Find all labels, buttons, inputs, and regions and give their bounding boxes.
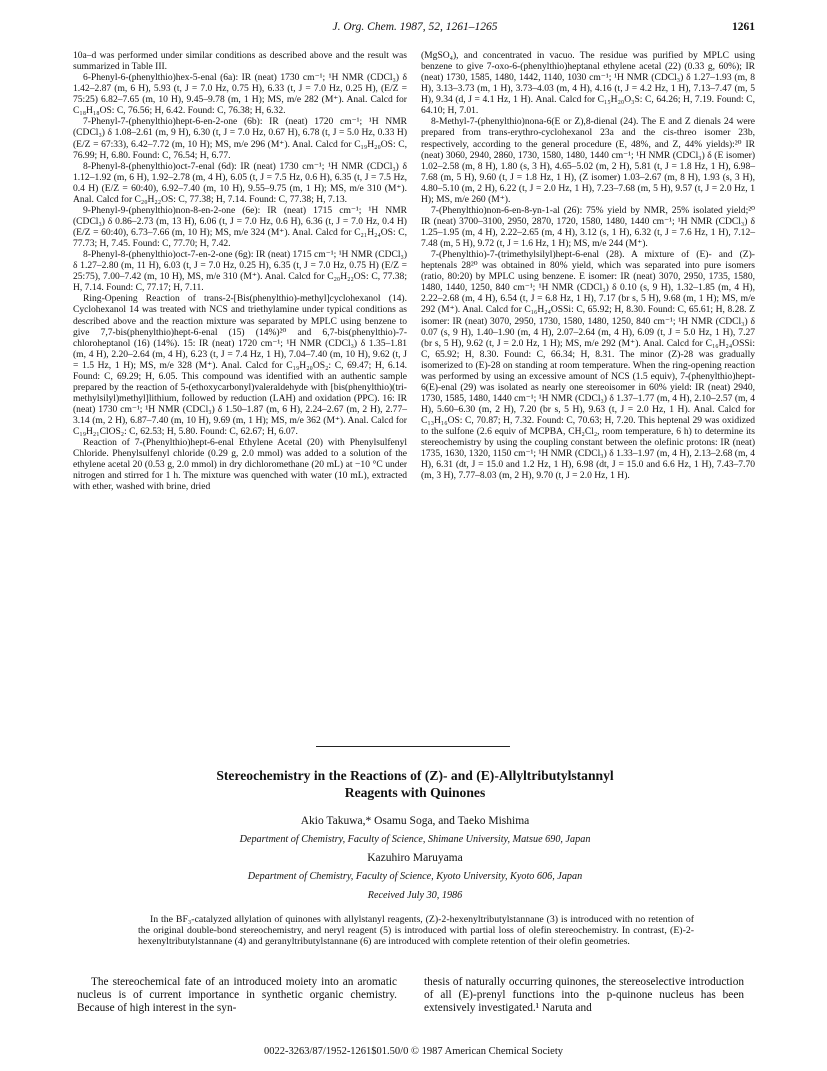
article-title-line: Reagents with Quinones <box>344 785 486 800</box>
article-title-line: Stereochemistry in the Reactions of (Z)- and (E)-Allyltributylstannyl <box>216 768 614 783</box>
article-title <box>95 767 735 801</box>
body-text-right: thesis of naturally occurring quinones, the stereoselective introduction of all (E)-prenyl functions into the p-quinone nucleus has been extensively investigated.¹ Naruta and <box>424 976 744 1014</box>
experimental-paragraph: 8-Phenyl-8-(phenylthio)oct-7-enal (6d): IR (neat) 1730 cm⁻¹; ¹H NMR (CDCl₃) δ 1.12–1.92 (m, 6 H), 1.92–2.78 (m, 4 H), 6.05 (t, J = 7.5 Hz, 0.6 H), 6.35 (t, J = 7.5 Hz, 0.4 H) (E/Z = 60:40), 6.92–7.40 (m, 10 H), 9.55–9.75 (m, 1 H); MS, m/e 310 (M⁺). Anal. Calcd for C₂₀H₂₂OS: C, 77.38; H, 7.14. Found: C, 77.38; H, 7.13. <box>73 160 407 205</box>
experimental-paragraph: 8-Methyl-7-(phenylthio)nona-6(E or Z),8-dienal (24). The E and Z dienals 24 were prepared from trans-erythro-cyclohexanol 23a and the cis-threo isomer 23b, respectively, according to the general procedure (E, 48%, and Z, 44% yields):²⁰ IR (neat) 3060, 2940, 2860, 1730, 1580, 1480, 1440 cm⁻¹; ¹H NMR (CDCl₃) δ (E isomer) 1.02–2.58 (m, 8 H), 1.80 (s, 3 H), 4.65–5.02 (m, 2 H), 5.81 (t, J = 1.8 Hz, 1 H), 6.98–7.68 (m, 5 H), 9.60 (t, J = 1.8 Hz, 1 H), (Z isomer) 1.03–2.67 (m, 8 H), 1.93 (s, 3 H), 4.80–5.10 (m, 2 H), 6.22 (t, J = 2.0 Hz, 1 H), 7.23–7.68 (m, 5 H), 9.57 (t, J = 2.0 Hz, 1 H); MS, m/e 260 (M⁺). <box>421 116 755 205</box>
abstract: In the BF₃-catalyzed allylation of quinones with allylstanyl reagents, (Z)-2-hexenyltributylstannane (3) is introduced with no retention of the original double-bond stereochemistry, and neryl reagent (5) is introduced with partial loss of olefin stereochemistry. In contrast, (E)-2-hexenyltributylstannane (4) and geranyltributylstannane (6) are introduced with complete retention of their olefin geometries. <box>138 914 694 948</box>
received-date: Received July 30, 1986 <box>367 890 463 901</box>
author-affiliation: Department of Chemistry, Faculty of Science, Shimane University, Matsue 690, Japan <box>239 834 591 845</box>
author-list: Akio Takuwa,* Osamu Soga, and Taeko Mishima <box>300 815 530 827</box>
experimental-paragraph: 7-(Phenylthio)-7-(trimethylsilyl)hept-6-enal (28). A mixture of (E)- and (Z)-heptenals 28²⁰ was obtained in 80% yield, which was separated into pure isomers (ratio, 80:20) by MPLC using benzene. E isomer: IR (neat) 3070, 2950, 1735, 1580, 1480, 1440, 1250, 840 cm⁻¹; ¹H NMR (CDCl₃) δ 0.10 (s, 9 H), 1.32–1.85 (m, 4 H), 2.22–2.68 (m, 4 H), 6.54 (t, J = 6.8 Hz, 1 H), 7.17 (br s, 5 H), 9.68 (m, 1 H); MS, m/e 292 (M⁺). Anal. Calcd for C₁₆H₂₄OSSi: C, 65.92; H, 8.30. Found: C, 65.61; H, 8.28. Z isomer: IR (neat) 3070, 2950, 1730, 1580, 1480, 1250, 840 cm⁻¹; ¹H NMR (CDCl₃) δ 0.07 (s, 9 H), 1.40–1.90 (m, 4 H), 2.07–2.64 (m, 4 H), 6.09 (t, J = 5.0 Hz, 1 H), 7.27 (br s, 5 H), 9.62 (t, J = 2.0 Hz, 1 H); MS, m/e 292 (M⁺). Anal. Calcd for C₁₆H₂₄OSSi: C, 65.92; H, 8.30. Found: C, 66.34; H, 8.31. The minor (Z)-28 was gradually isomerized to (E)-28 on standing at room temperature. When the ring-opening reaction was performed by using an excessive amount of NCS (1.5 equiv), 7-(phenylthio)hept-6(E)-enal (29) was isolated as nearly one stereoisomer in 60% yield: IR (neat) 2940, 1730, 1585, 1480, 1440 cm⁻¹; ¹H NMR (CDCl₃) δ 1.37–1.77 (m, 4 H), 2.10–2.57 (m, 4 H), 5.60–6.30 (m, 2 H), 7.20 (br s, 5 H), 9.63 (t, J = 2.0 Hz, 1 H). Anal. Calcd for C₁₃H₁₆OS: C, 70.87; H, 7.32. Found: C, 70.63; H, 7.20. This heptenal 29 was oxidized to the sulfone (2.6 equiv of MCPBA, CH₂Cl₂, room temperature, 6 h) to determine its stereochemistry by using the coupling constant between the olefinic protons: IR (neat) 1735, 1630, 1320, 1150 cm⁻¹; ¹H NMR (CDCl₃) δ 1.33–1.97 (m, 4 H), 2.13–2.68 (m, 4 H), 6.31 (dt, J = 15.0 and 1.2 Hz, 1 H), 6.98 (dt, J = 15.0 and 6.6 Hz, 1 H), 7.43–7.70 (m, 3 H), 7.77–8.03 (m, 2 H), 9.70 (t, J = 2.0 Hz, 1 H). <box>421 249 755 482</box>
section-divider <box>316 746 510 747</box>
journal-citation: J. Org. Chem. 1987, 52, 1261–1265 <box>332 21 498 33</box>
experimental-paragraph: Ring-Opening Reaction of trans-2-[Bis(phenylthio)-methyl]cyclohexanol (14). Cyclohexanol 14 was treated with NCS and triethylamine under typical conditions as described above and the reaction mixture was separated by MPLC using benzene to give 7,7-bis(phenylthio)hept-6-enal (15) (14%)²⁰ and 6,7-bis(phenylthio)-7-chloroheptanol (16) (14%). 15: IR (neat) 1720 cm⁻¹; ¹H NMR (CDCl₃) δ 1.35–1.81 (m, 4 H), 2.20–2.64 (m, 4 H), 6.23 (t, J = 7.4 Hz, 1 H), 7.04–7.40 (m, 10 H), 9.62 (t, J = 1.5 Hz, 1 H); MS, m/e 328 (M⁺). Anal. Calcd for C₁₉H₂₀OS₂: C, 69.47; H, 6.14. Found: C, 69.29; H, 6.05. This compound was identified with an authentic sample prepared by the reaction of 5-(ethoxycarbonyl)valeraldehyde with [bis(phenylthio)(tri-methylsilyl)methyl]lithium, followed by reduction (LAH) and oxidation (PPC). 16: IR (neat) 1730 cm⁻¹; ¹H NMR (CDCl₃) δ 1.50–1.87 (m, 6 H), 2.24–2.67 (m, 2 H), 2.77–3.14 (m, 2 H), 6.87–7.40 (m, 10 H), 9.69 (m, 1 H); MS, m/e 362 (M⁺). Anal. Calcd for C₁₉H₂₁ClOS₂: C, 62.53; H, 5.80. Found: C, 62.67; H, 6.07. <box>73 293 407 438</box>
experimental-paragraph: 7-Phenyl-7-(phenylthio)hept-6-en-2-one (6b): IR (neat) 1720 cm⁻¹; ¹H NMR (CDCl₃) δ 1.08–2.61 (m, 9 H), 6.30 (t, J = 7.0 Hz, 0.67 H), 6.78 (t, J = 5.0 Hz, 0.33 H) (E/Z = 67:33), 6.42–7.72 (m, 10 H); MS, m/e 296 (M⁺). Anal. Calcd for C₁₉H₂₀OS: C, 76.99; H, 6.80. Found: C, 76.54; H, 6.77. <box>73 116 407 161</box>
copyright-footer: 0022-3263/87/1952-1261$01.50/0 © 1987 American Chemical Society <box>263 1046 564 1057</box>
page-number: 1261 <box>732 21 755 33</box>
body-text-left: The stereochemical fate of an introduced moiety into an aromatic nucleus is of current importance in synthetic organic chemistry. Because of high interest in the syn- <box>77 976 397 1014</box>
experimental-paragraph: 8-Phenyl-8-(phenylthio)oct-7-en-2-one (6g): IR (neat) 1715 cm⁻¹; ¹H NMR (CDCl₃) δ 1.27–2.80 (m, 11 H), 6.03 (t, J = 7.0 Hz, 0.25 H), 6.35 (t, J = 7.0 Hz, 0.75 H) (E/Z = 25:75), 7.00–7.42 (m, 10 H), MS, m/e 310 (M⁺). Anal. Calcd for C₂₀H₂₂OS: C, 77.38; H, 7.14. Found: C, 77.17; H, 7.11. <box>73 249 407 294</box>
experimental-paragraph: 6-Phenyl-6-(phenylthio)hex-5-enal (6a): IR (neat) 1730 cm⁻¹; ¹H NMR (CDCl₃) δ 1.42–2.87 (m, 6 H), 5.93 (t, J = 7.0 Hz, 0.75 H), 6.33 (t, J = 7.0 Hz, 0.25 H), (E/Z = 75:25) 6.82–7.65 (m, 10 H), 9.45–9.78 (m, 1 H); MS, m/e 282 (M⁺). Anal. Calcd for C₁₈H₁₈OS: C, 76.56; H, 6.42. Found: C, 76.38; H, 6.32. <box>73 72 407 117</box>
experimental-paragraph: (MgSO₄), and concentrated in vacuo. The residue was purified by MPLC using benzene to give 7-oxo-6-(phenylthio)heptanal ethylene acetal (22) (0.33 g, 60%); IR (neat) 1730, 1585, 1480, 1442, 1140, 1030 cm⁻¹; ¹H NMR (CDCl₃) δ 1.27–1.93 (m, 8 H), 3.13–3.73 (m, 1 H), 3.73–4.03 (m, 4 H), 4.16 (t, J = 4.2 Hz, 1 H), 7.13–7.47 (m, 5 H), 9.34 (d, J = 4.1 Hz, 1 H). Anal. Calcd for C₁₅H₂₀O₃S: C, 64.26; H, 7.19. Found: C, 64.10; H, 7.01. <box>421 50 755 117</box>
author-affiliation: Department of Chemistry, Faculty of Science, Kyoto University, Kyoto 606, Japan <box>247 871 583 882</box>
running-header <box>75 21 755 37</box>
experimental-paragraph: 10a–d was performed under similar conditions as described above and the result was summarized in Table III. <box>73 50 407 73</box>
experimental-paragraph: 9-Phenyl-9-(phenylthio)non-8-en-2-one (6e): IR (neat) 1715 cm⁻¹; ¹H NMR (CDCl₃) δ 0.86–2.73 (m, 13 H), 6.06 (t, J = 7.0 Hz, 0.6 H), 6.36 (t, J = 7.0 Hz, 0.4 H) (E/Z = 60:40), 6.73–7.66 (m, 10 H); MS, m/e 324 (M⁺). Anal. Calcd for C₂₁H₂₄OS: C, 77.73; H, 7.45. Found: C, 77.70; H, 7.42. <box>73 204 407 250</box>
experimental-right-column <box>421 50 755 481</box>
experimental-paragraph: Reaction of 7-(Phenylthio)hept-6-enal Ethylene Acetal (20) with Phenylsulfenyl Chloride. Phenylsulfenyl chloride (0.29 g, 2.0 mmol) was added to a solution of the ethylene acetal 20 (0.53 g, 2.0 mmol) in dry dichloromethane (20 mL) at −10 °C under nitrogen and stirred for 1 h. The mixture was quenched with water (10 mL), extracted with ether, washed with brine, dried <box>73 437 407 493</box>
experimental-paragraph: 7-(Phenylthio)non-6-en-8-yn-1-al (26): 75% yield by NMR, 25% isolated yield;²⁰ IR (neat) 3700–3100, 2950, 2870, 1720, 1580, 1480, 1440 cm⁻¹; ¹H NMR (CDCl₃) δ 1.25–1.95 (m, 4 H), 2.22–2.65 (m, 4 H), 3.12 (s, 1 H), 6.32 (t, J = 7.6 Hz, 1 H), 7.12–7.48 (m, 5 H), 9.72 (t, J = 1.6 Hz, 1 H); MS, m/e 244 (M⁺). <box>421 204 755 250</box>
experimental-left-column <box>73 50 407 493</box>
author-list: Kazuhiro Maruyama <box>367 852 463 864</box>
